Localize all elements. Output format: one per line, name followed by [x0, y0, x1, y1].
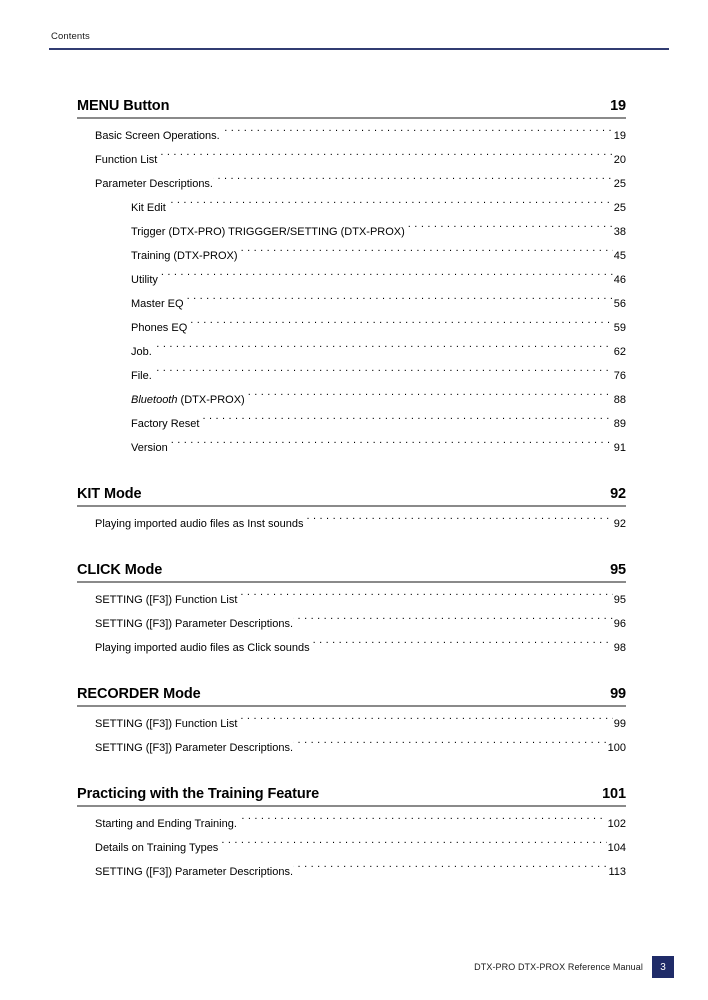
- toc-entry[interactable]: [77, 220, 626, 244]
- toc-entry-label-rest: (DTX-PROX): [177, 394, 245, 406]
- toc-entry-label: Parameter Descriptions.: [95, 178, 213, 190]
- toc-entry-label: Master EQ: [131, 298, 184, 310]
- toc-section-heading[interactable]: [77, 562, 626, 581]
- toc-section-page-number: 92: [610, 486, 626, 502]
- toc-leader-dots: [293, 864, 607, 875]
- toc-entry-label: Utility: [131, 274, 158, 286]
- toc-leader-dots: [187, 296, 613, 307]
- toc-entry[interactable]: [77, 860, 626, 884]
- toc-entry-label: Kit Edit: [131, 202, 166, 214]
- toc-entry[interactable]: [77, 364, 626, 388]
- toc-entry-label: SETTING ([F3]) Parameter Descriptions.: [95, 742, 294, 754]
- toc-leader-dots: [293, 616, 613, 627]
- toc-entry-page-number: 113: [608, 866, 626, 878]
- toc-leader-dots: [313, 640, 613, 651]
- toc-leader-dots: [213, 176, 613, 187]
- toc-entry-page-number: 95: [613, 594, 626, 606]
- toc-entry-label: SETTING ([F3]) Function List: [95, 718, 238, 730]
- toc-leader-dots: [293, 740, 607, 751]
- toc-leader-dots: [202, 416, 612, 427]
- toc-section-rule: [77, 805, 626, 807]
- toc-entry-label: Factory Reset: [131, 418, 200, 430]
- toc-entry-page-number: 100: [607, 742, 626, 754]
- toc-entry-page-number: 56: [613, 298, 626, 310]
- toc-entry-label: Job.: [131, 346, 152, 358]
- header-rule: [49, 48, 669, 50]
- toc-section-heading[interactable]: [77, 98, 626, 117]
- toc-leader-dots: [241, 248, 613, 259]
- toc-entry-page-number: 88: [613, 394, 626, 406]
- toc-entry[interactable]: [77, 712, 626, 736]
- toc-entry-page-number: 99: [613, 718, 626, 730]
- toc-entry-page-number: 104: [607, 842, 626, 854]
- toc-entry-label: File.: [131, 370, 152, 382]
- toc-entry-label: Trigger (DTX-PRO) TRIGGGER/SETTING (DTX-PROX): [131, 226, 405, 238]
- toc-leader-dots: [237, 816, 607, 827]
- toc-entry-page-number: 45: [613, 250, 626, 262]
- toc-entry-label: Function List: [95, 154, 158, 166]
- toc-entry[interactable]: [77, 636, 626, 660]
- toc-section-title: Practicing with the Training Feature: [77, 786, 320, 802]
- toc-entry[interactable]: [77, 436, 626, 460]
- toc-leader-dots: [166, 200, 613, 211]
- toc-entry[interactable]: [77, 148, 626, 172]
- toc-entry-page-number: 102: [607, 818, 626, 830]
- toc-entry[interactable]: [77, 836, 626, 860]
- toc-leader-dots: [240, 592, 612, 603]
- header-label: Contents: [51, 31, 90, 42]
- toc-entry[interactable]: [77, 172, 626, 196]
- running-header: [49, 30, 669, 50]
- toc-entry[interactable]: [77, 196, 626, 220]
- toc-entry-page-number: 25: [613, 202, 626, 214]
- toc-section-title: KIT Mode: [77, 486, 142, 502]
- toc-section-page-number: 19: [610, 98, 626, 114]
- toc-entry-label: Playing imported audio files as Click sounds: [95, 642, 310, 654]
- toc-section-title: CLICK Mode: [77, 562, 163, 578]
- toc-entry-label: [131, 388, 245, 412]
- toc-entry-page-number: 38: [613, 226, 626, 238]
- toc-section-title: RECORDER Mode: [77, 686, 201, 702]
- toc-entry-page-number: 59: [613, 322, 626, 334]
- toc-leader-dots: [408, 224, 613, 235]
- toc-entry-page-number: 62: [613, 346, 626, 358]
- toc-entry[interactable]: [77, 340, 626, 364]
- toc-section-heading[interactable]: [77, 786, 626, 805]
- footer-manual-title: DTX-PRO DTX-PROX Reference Manual: [474, 962, 643, 972]
- toc-entry-page-number: 91: [613, 442, 626, 454]
- toc-leader-dots: [221, 840, 606, 851]
- toc-entry-page-number: 98: [613, 642, 626, 654]
- toc-entry-page-number: 76: [613, 370, 626, 382]
- toc-entry-label: SETTING ([F3]) Parameter Descriptions.: [95, 618, 294, 630]
- toc-entry-label-italic: Bluetooth: [131, 394, 178, 406]
- toc-section: [77, 98, 626, 460]
- page-footer: [474, 956, 674, 978]
- toc-section-page-number: 95: [610, 562, 626, 578]
- toc-entry[interactable]: [77, 268, 626, 292]
- toc-entry-label: Version: [131, 442, 168, 454]
- toc-section: [77, 786, 626, 884]
- toc-entry[interactable]: [77, 812, 626, 836]
- toc-section-heading[interactable]: [77, 686, 626, 705]
- toc-leader-dots: [307, 516, 613, 527]
- toc-leader-dots: [152, 344, 613, 355]
- footer-page-badge: 3: [652, 956, 674, 978]
- toc-section: [77, 486, 626, 536]
- toc-entry-page-number: 96: [613, 618, 626, 630]
- toc-entry[interactable]: [77, 244, 626, 268]
- toc-entry[interactable]: [77, 412, 626, 436]
- toc-leader-dots: [240, 716, 612, 727]
- toc-leader-dots: [248, 392, 613, 403]
- toc-entry-label: Training (DTX-PROX): [131, 250, 238, 262]
- table-of-contents: [77, 98, 626, 884]
- toc-entry-page-number: 92: [613, 518, 626, 530]
- toc-entry-label: Details on Training Types: [95, 842, 219, 854]
- toc-entry[interactable]: [77, 388, 626, 412]
- toc-entry-page-number: 89: [613, 418, 626, 430]
- toc-section: [77, 562, 626, 660]
- toc-section-page-number: 101: [602, 786, 626, 802]
- toc-leader-dots: [220, 128, 613, 139]
- toc-section: [77, 686, 626, 760]
- toc-leader-dots: [160, 152, 612, 163]
- toc-section-rule: [77, 505, 626, 507]
- toc-entry[interactable]: [77, 736, 626, 760]
- toc-section-page-number: 99: [610, 686, 626, 702]
- toc-section-rule: [77, 581, 626, 583]
- toc-leader-dots: [171, 440, 613, 451]
- toc-section-title: MENU Button: [77, 98, 170, 114]
- toc-entry-label: Playing imported audio files as Inst sounds: [95, 518, 304, 530]
- toc-entry[interactable]: [77, 512, 626, 536]
- toc-leader-dots: [161, 272, 613, 283]
- toc-entry[interactable]: [77, 292, 626, 316]
- toc-section-rule: [77, 705, 626, 707]
- toc-entry-label: Starting and Ending Training.: [95, 818, 237, 830]
- toc-leader-dots: [152, 368, 613, 379]
- toc-entry-page-number: 19: [613, 130, 626, 142]
- toc-entry-page-number: 25: [613, 178, 626, 190]
- toc-section-heading[interactable]: [77, 486, 626, 505]
- toc-entry-label: Phones EQ: [131, 322, 188, 334]
- toc-entry-label: Basic Screen Operations.: [95, 130, 220, 142]
- toc-entry-page-number: 46: [613, 274, 626, 286]
- toc-entry-label: SETTING ([F3]) Parameter Descriptions.: [95, 866, 294, 878]
- toc-entry-label: SETTING ([F3]) Function List: [95, 594, 238, 606]
- toc-entry-page-number: 20: [613, 154, 626, 166]
- toc-entry[interactable]: [77, 612, 626, 636]
- toc-leader-dots: [190, 320, 612, 331]
- toc-entry[interactable]: [77, 316, 626, 340]
- toc-entry[interactable]: [77, 124, 626, 148]
- toc-section-rule: [77, 117, 626, 119]
- toc-entry[interactable]: [77, 588, 626, 612]
